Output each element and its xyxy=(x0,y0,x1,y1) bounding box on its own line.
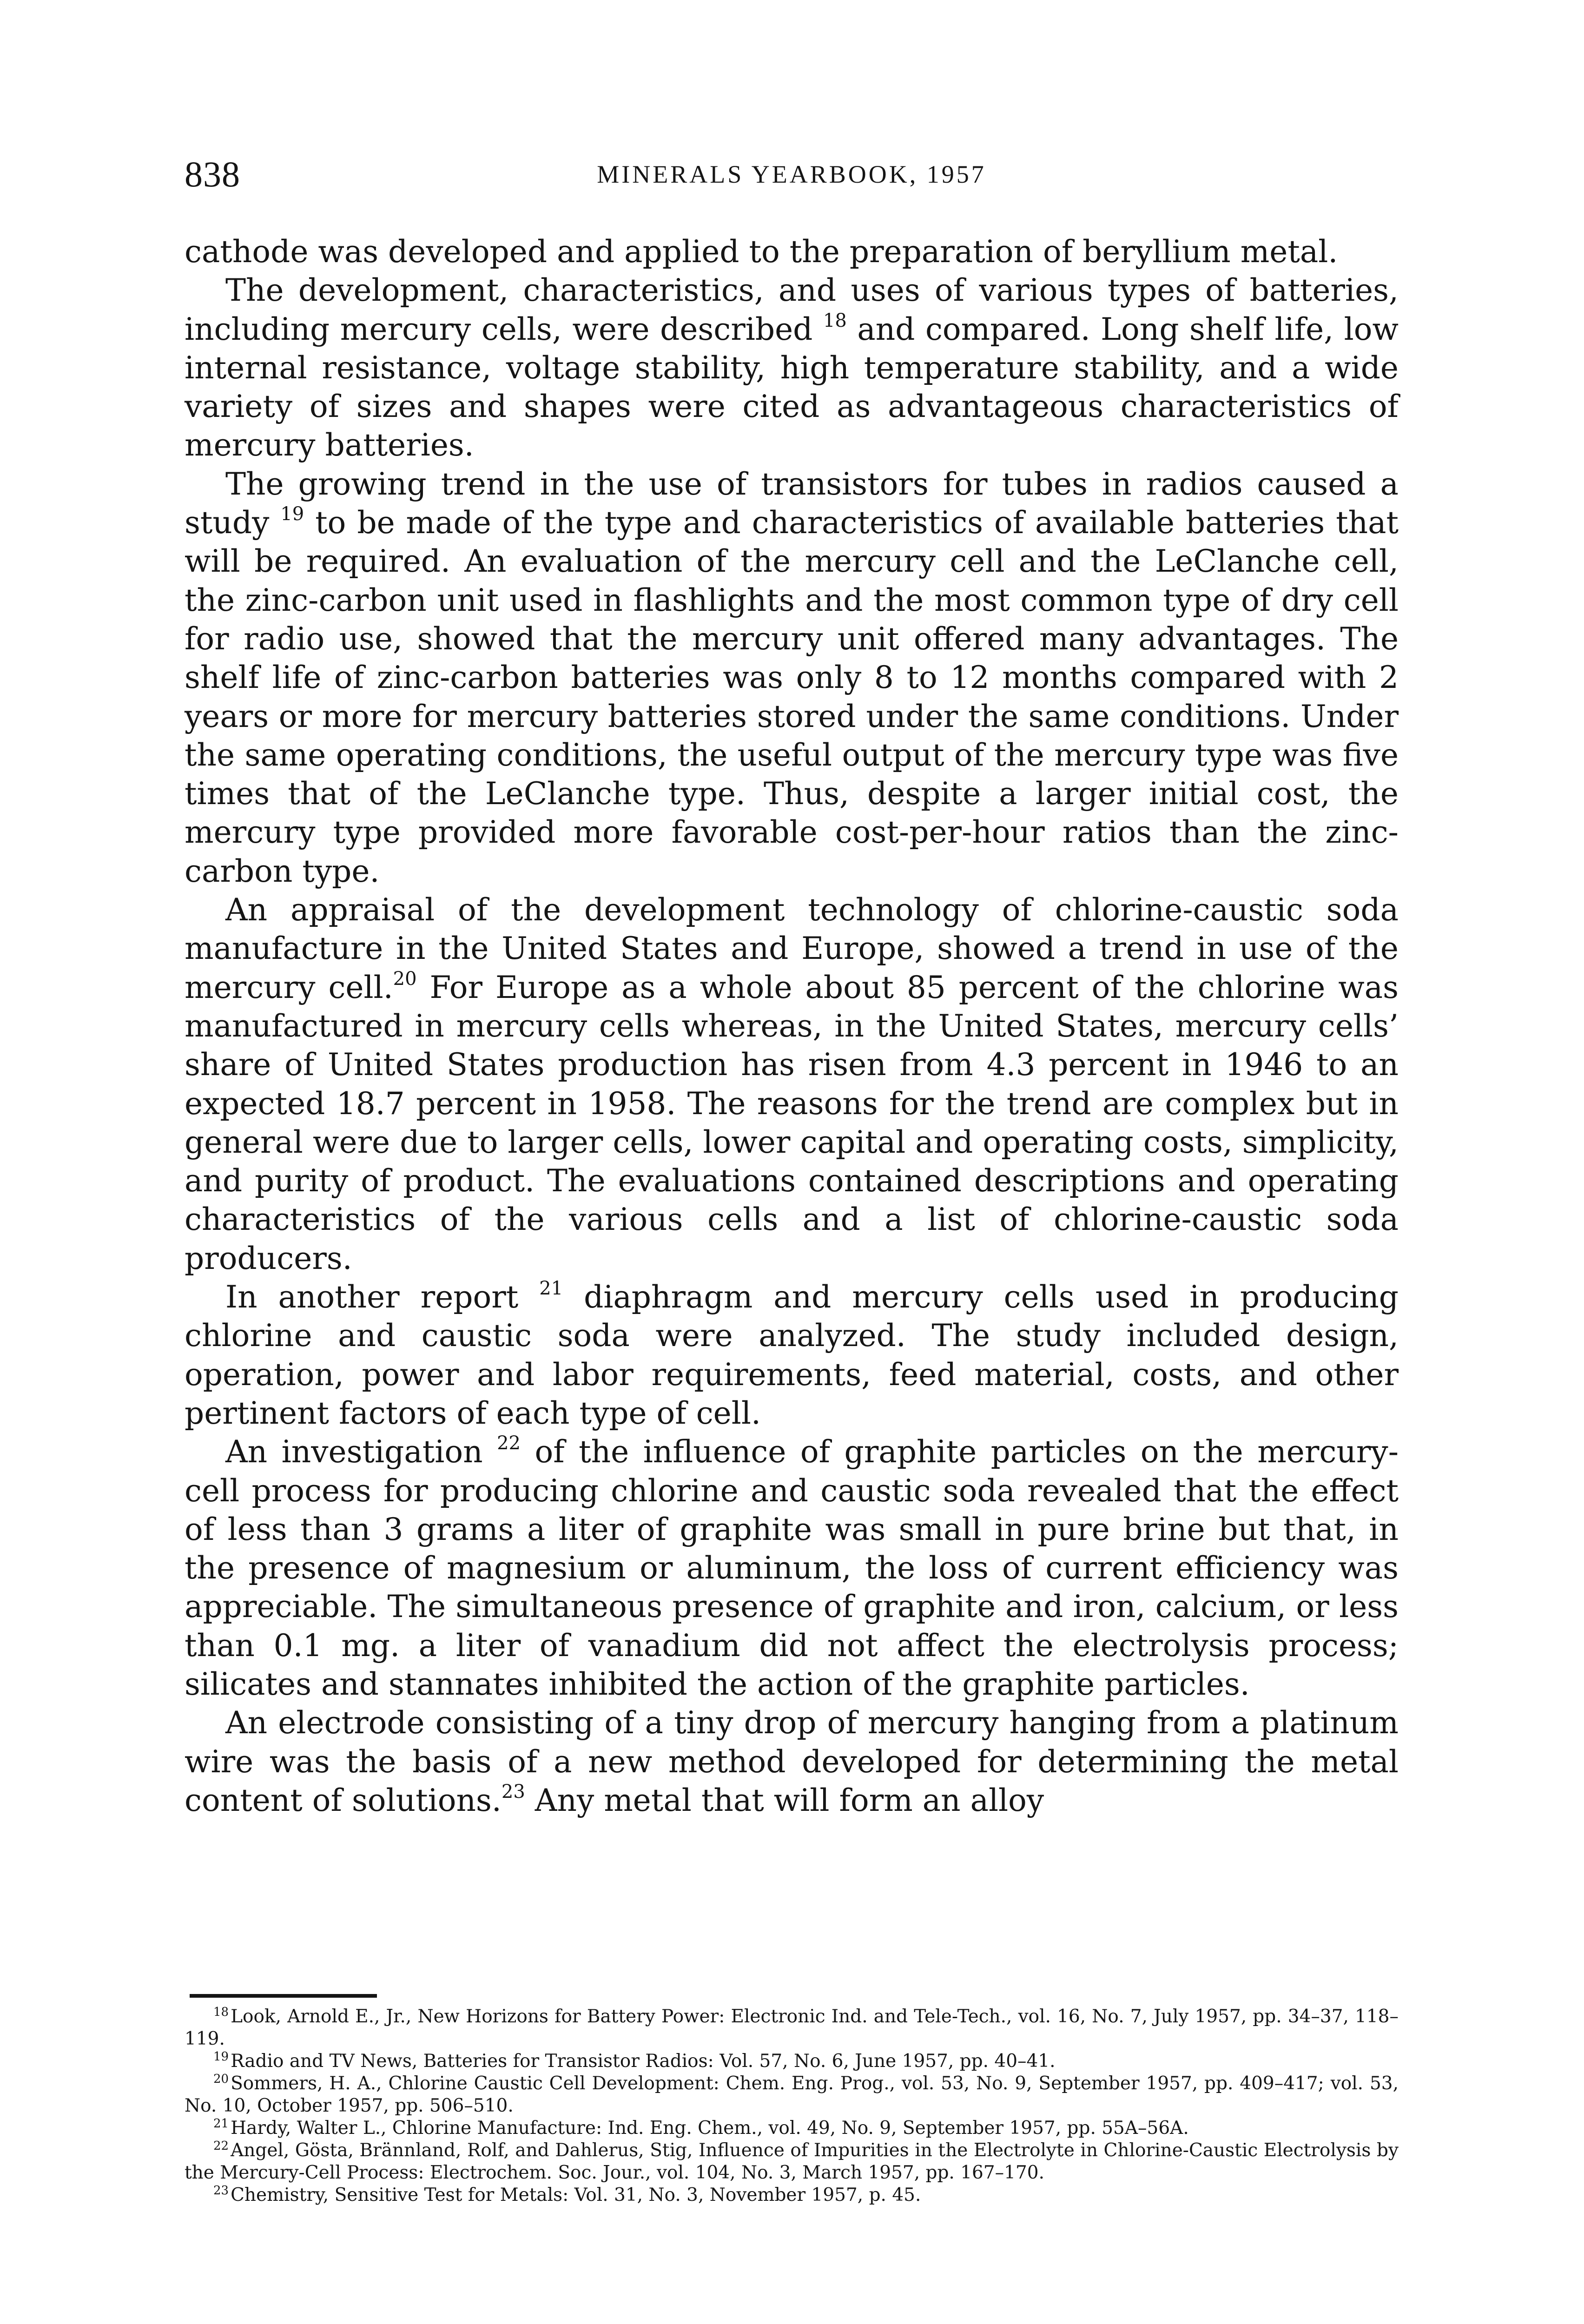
footnote-reference: 21 xyxy=(539,1278,563,1300)
paragraph xyxy=(185,271,1399,464)
footnote-text: Sommers, H. A., Chlorine Caustic Cell Development: Chem. Eng. Prog., vol. 53, No. 9, September 1957, pp. 409–417; vol. 53, No. 10, October 1957, pp. 506–510. xyxy=(185,2073,1399,2116)
paragraph-text: Any metal that will form an alloy xyxy=(525,1782,1044,1818)
paragraph-text: The growing trend in the use of transistors for tubes in radios caused a study xyxy=(185,466,1399,541)
running-title: MINERALS YEARBOOK, 1957 xyxy=(597,160,986,188)
paragraph-text: and compared. Long shelf life, low internal resistance, voltage stability, high temperature stability, and a wide variety of sizes and shapes were cited as advantageous characteristics of mercury batteries. xyxy=(185,311,1399,463)
footnote-reference: 20 xyxy=(393,968,417,990)
paragraph-text: cathode was developed and applied to the preparation of beryllium metal. xyxy=(185,234,1338,270)
footnote xyxy=(185,2184,1399,2206)
paragraph xyxy=(185,891,1399,1278)
footnote-reference: 23 xyxy=(501,1781,525,1802)
footnote-marker: 23 xyxy=(213,2184,229,2198)
body-text xyxy=(185,232,1399,1820)
footnote-text: Chemistry, Sensitive Test for Metals: Vol. 31, No. 3, November 1957, p. 45. xyxy=(231,2185,921,2205)
paragraph xyxy=(185,1433,1399,1703)
paragraph-text: An investigation xyxy=(225,1434,497,1470)
paragraph xyxy=(185,1278,1399,1433)
page-number: 838 xyxy=(185,154,240,194)
footnote-text: Radio and TV News, Batteries for Transistor Radios: Vol. 57, No. 6, June 1957, pp. 40–41. xyxy=(231,2051,1056,2072)
paragraph-text: For Europe as a whole about 85 percent of the chlorine was manufactured in mercury cells whereas, in the United States, mercury cells’ share of United States production has risen from 4.3 percent in 1946 to an expected 18.7 percent in 1958. The reasons for the trend are complex but in general were due to larger cells, lower capital and operating costs, simplicity, and purity of product. The evaluations contained descriptions and operating characteristics of the various cells and a list of chlorine-caustic soda producers. xyxy=(185,969,1399,1276)
paragraph-text: diaphragm and mercury cells used in producing chlorine and caustic soda were analyzed. The study included design, operation, power and labor requirements, feed material, costs, and other pertinent factors of each type of cell. xyxy=(185,1279,1399,1431)
footnote-divider xyxy=(190,1994,377,1998)
footnote-marker: 20 xyxy=(213,2072,229,2086)
footnote-reference: 19 xyxy=(280,503,304,525)
footnote xyxy=(185,2050,1399,2073)
paragraph-text: An appraisal of the development technology of chlorine-caustic soda manufacture in the United States and Europe, showed a trend in use of the mercury cell. xyxy=(185,892,1399,1005)
paragraph xyxy=(185,232,1399,271)
paragraph xyxy=(185,1703,1399,1820)
footnote xyxy=(185,2006,1399,2050)
footnote xyxy=(185,2139,1399,2184)
paragraph-text: to be made of the type and characteristics of available batteries that will be required. An evaluation of the mercury cell and the LeClanche cell, the zinc-carbon unit used in flashlights and the most common type of dry cell for radio use, showed that the mercury unit offered many advantages. The shelf life of zinc-carbon batteries was only 8 to 12 months compared with 2 years or more for mercury batteries stored under the same conditions. Under the same operating conditions, the useful output of the mercury type was five times that of the LeClanche type. Thus, despite a larger initial cost, the mercury type provided more favorable cost-per-hour ratios than the zinc-carbon type. xyxy=(185,505,1399,889)
paragraph-text: of the influence of graphite particles on the mercury-cell process for producing chlorine and caustic soda revealed that the effect of less than 3 grams a liter of graphite was small in pure brine but that, in the presence of magnesium or aluminum, the loss of current efficiency was appreciable. The simultaneous presence of graphite and iron, calcium, or less than 0.1 mg. a liter of vanadium did not affect the electrolysis process; silicates and stannates inhibited the action of the graphite particles. xyxy=(185,1434,1399,1702)
paragraph-text: The development, characteristics, and uses of various types of batteries, including mercury cells, were described xyxy=(185,272,1399,347)
paragraph xyxy=(185,465,1399,891)
footnote-marker: 18 xyxy=(213,2005,229,2019)
footnote xyxy=(185,2073,1399,2117)
footnote-reference: 18 xyxy=(823,310,847,331)
page-header xyxy=(185,149,1399,200)
paragraph-text: In another report xyxy=(225,1279,540,1315)
footnote-text: Hardy, Walter L., Chlorine Manufacture: Ind. Eng. Chem., vol. 49, No. 9, September 1957, pp. 55A–56A. xyxy=(231,2118,1189,2139)
footnote-reference: 22 xyxy=(497,1433,521,1454)
paragraph-text: An electrode consisting of a tiny drop of mercury hanging from a platinum wire was the basis of a new method developed for determining the metal content of solutions. xyxy=(185,1705,1399,1818)
footnote-text: Look, Arnold E., Jr., New Horizons for Battery Power: Electronic Ind. and Tele-Tech., vol. 16, No. 7, July 1957, pp. 34–37, 118–119. xyxy=(185,2006,1399,2049)
footnote-marker: 19 xyxy=(213,2050,229,2064)
footnote-text: Angel, Gösta, Brännland, Rolf, and Dahlerus, Stig, Influence of Impurities in the Electrolyte in Chlorine-Caustic Electrolysis by the Mercury-Cell Process: Electrochem. Soc. Jour., vol. 104, No. 3, March 1957, pp. 167–170. xyxy=(185,2140,1399,2183)
footnotes xyxy=(185,2006,1399,2206)
footnote xyxy=(185,2117,1399,2139)
footnote-marker: 22 xyxy=(213,2139,229,2153)
footnote-marker: 21 xyxy=(213,2117,229,2131)
